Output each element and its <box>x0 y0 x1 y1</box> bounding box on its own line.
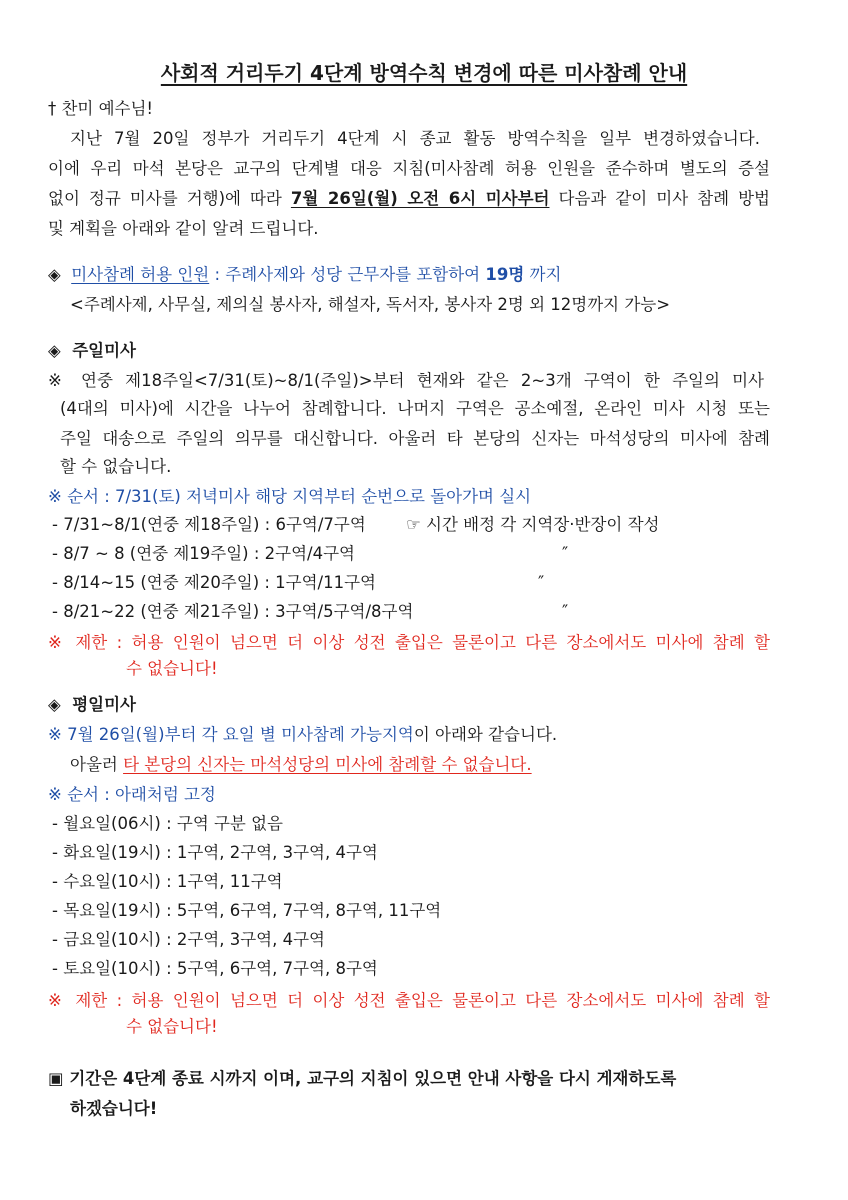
diamond-bullet-icon: ◈ <box>48 695 61 714</box>
sunday-limit-line-2: 수 없습니다! <box>126 659 218 678</box>
weekday-heading-text: 평일미사 <box>72 695 136 714</box>
sunday-paragraph-line-4: 할 수 없습니다. <box>60 457 172 476</box>
weekday-limit-line-2: 수 없습니다! <box>126 1017 218 1036</box>
weekday-start-highlight: ※ 7월 26일(월)부터 각 요일 별 미사참례 가능지역 <box>48 725 414 744</box>
capacity-line <box>48 264 561 286</box>
weekday-schedule-row: - 금요일(10시) : 2구역, 3구역, 4구역 <box>52 930 325 949</box>
ditto-mark: ″ <box>562 602 569 621</box>
intro-line-2: 이에 우리 마석 본당은 교구의 단계별 대응 지침(미사참례 허용 인원을 준수하며 별도의 증설 <box>48 159 770 178</box>
weekday-schedule-row: - 월요일(06시) : 구역 구분 없음 <box>52 814 283 833</box>
sunday-order: ※ 순서 : 7/31(토) 저녁미사 해당 지역부터 순번으로 돌아가며 실시 <box>48 487 532 506</box>
intro-line-3-end: 다음과 같이 미사 참례 방법 <box>549 189 770 208</box>
weekday-heading <box>48 694 136 716</box>
capacity-separator: : <box>209 265 226 284</box>
weekday-schedule-row: - 수요일(10시) : 1구역, 11구역 <box>52 872 283 891</box>
weekday-schedule-row: - 토요일(10시) : 5구역, 6구역, 7구역, 8구역 <box>52 959 378 978</box>
weekday-paragraph-start: 아울러 <box>70 755 124 774</box>
closing-line-2: 하겠습니다! <box>70 1099 158 1118</box>
page-title: 사회적 거리두기 4단계 방역수칙 변경에 따른 미사참례 안내 <box>160 61 688 85</box>
weekday-paragraph-line-2 <box>70 754 532 776</box>
sunday-heading-text: 주일미사 <box>72 341 136 360</box>
capacity-count: 19명 <box>485 265 525 284</box>
ditto-mark: ″ <box>538 573 545 592</box>
ditto-mark: ″ <box>562 544 569 563</box>
weekday-order: ※ 순서 : 아래처럼 고정 <box>48 785 216 804</box>
sunday-paragraph-line-2: (4대의 미사)에 시간을 나누어 참례합니다. 나머지 구역은 공소예절, 온라인 미사 시청 또는 <box>60 399 770 418</box>
weekday-schedule-row: - 화요일(19시) : 1구역, 2구역, 3구역, 4구역 <box>52 843 378 862</box>
capacity-label: 미사참례 허용 인원 <box>71 265 210 284</box>
diamond-bullet-icon: ◈ <box>48 341 61 360</box>
weekday-limit-line-1: ※ 제한 : 허용 인원이 넘으면 더 이상 성전 출입은 물론이고 다른 장소에서도 미사에 참례 할 <box>48 991 770 1010</box>
greeting: † 찬미 예수님! <box>48 99 154 118</box>
intro-line-1: 지난 7월 20일 정부가 거리두기 4단계 시 종교 활동 방역수칙을 일부 변경하였습니다. <box>70 129 760 148</box>
weekday-schedule-row: - 목요일(19시) : 5구역, 6구역, 7구역, 8구역, 11구역 <box>52 901 442 920</box>
sunday-paragraph-line-3: 주일 대송으로 주일의 의무를 대신합니다. 아울러 타 본당의 신자는 마석성당의 미사에 참례 <box>60 429 770 448</box>
start-date-highlight: 7월 26일(월) 오전 6시 미사부터 <box>290 189 550 208</box>
sunday-schedule-row: - 7/31~8/1(연중 제18주일) : 6구역/7구역 <box>52 515 366 534</box>
schedule-note: ☞ 시간 배정 각 지역장·반장이 작성 <box>406 515 660 534</box>
intro-line-3 <box>48 188 770 210</box>
sunday-paragraph-line-1: ※ 연중 제18주일<7/31(토)~8/1(주일)>부터 현재와 같은 2~3개 구역이 한 주일의 미사 <box>48 371 764 390</box>
weekday-paragraph-line-1 <box>48 724 557 746</box>
capacity-tail: 까지 <box>524 265 562 284</box>
weekday-paragraph-end: 이 아래와 같습니다. <box>413 725 558 744</box>
sunday-schedule-row: - 8/14~15 (연중 제20주일) : 1구역/11구역 <box>52 573 376 592</box>
weekday-restriction-highlight: 타 본당의 신자는 마석성당의 미사에 참례할 수 없습니다. <box>123 755 532 774</box>
diamond-bullet-icon: ◈ <box>48 265 61 284</box>
capacity-detail: <주례사제, 사무실, 제의실 봉사자, 해설자, 독서자, 봉사자 2명 외 12명까지 가능> <box>70 295 671 314</box>
sunday-heading <box>48 340 136 362</box>
intro-line-3-start: 없이 정규 미사를 거행)에 따라 <box>48 189 291 208</box>
sunday-schedule-row: - 8/7 ~ 8 (연중 제19주일) : 2구역/4구역 <box>52 544 355 563</box>
closing-line-1: ▣ 기간은 4단계 종료 시까지 이며, 교구의 지침이 있으면 안내 사항을 다시 게재하도록 <box>48 1069 677 1088</box>
intro-line-4: 및 계획을 아래와 같이 알려 드립니다. <box>48 219 319 238</box>
sunday-limit-line-1: ※ 제한 : 허용 인원이 넘으면 더 이상 성전 출입은 물론이고 다른 장소에서도 미사에 참례 할 <box>48 633 770 652</box>
capacity-text: 주례사제와 성당 근무자를 포함하여 <box>225 265 486 284</box>
sunday-schedule-row: - 8/21~22 (연중 제21주일) : 3구역/5구역/8구역 <box>52 602 414 621</box>
